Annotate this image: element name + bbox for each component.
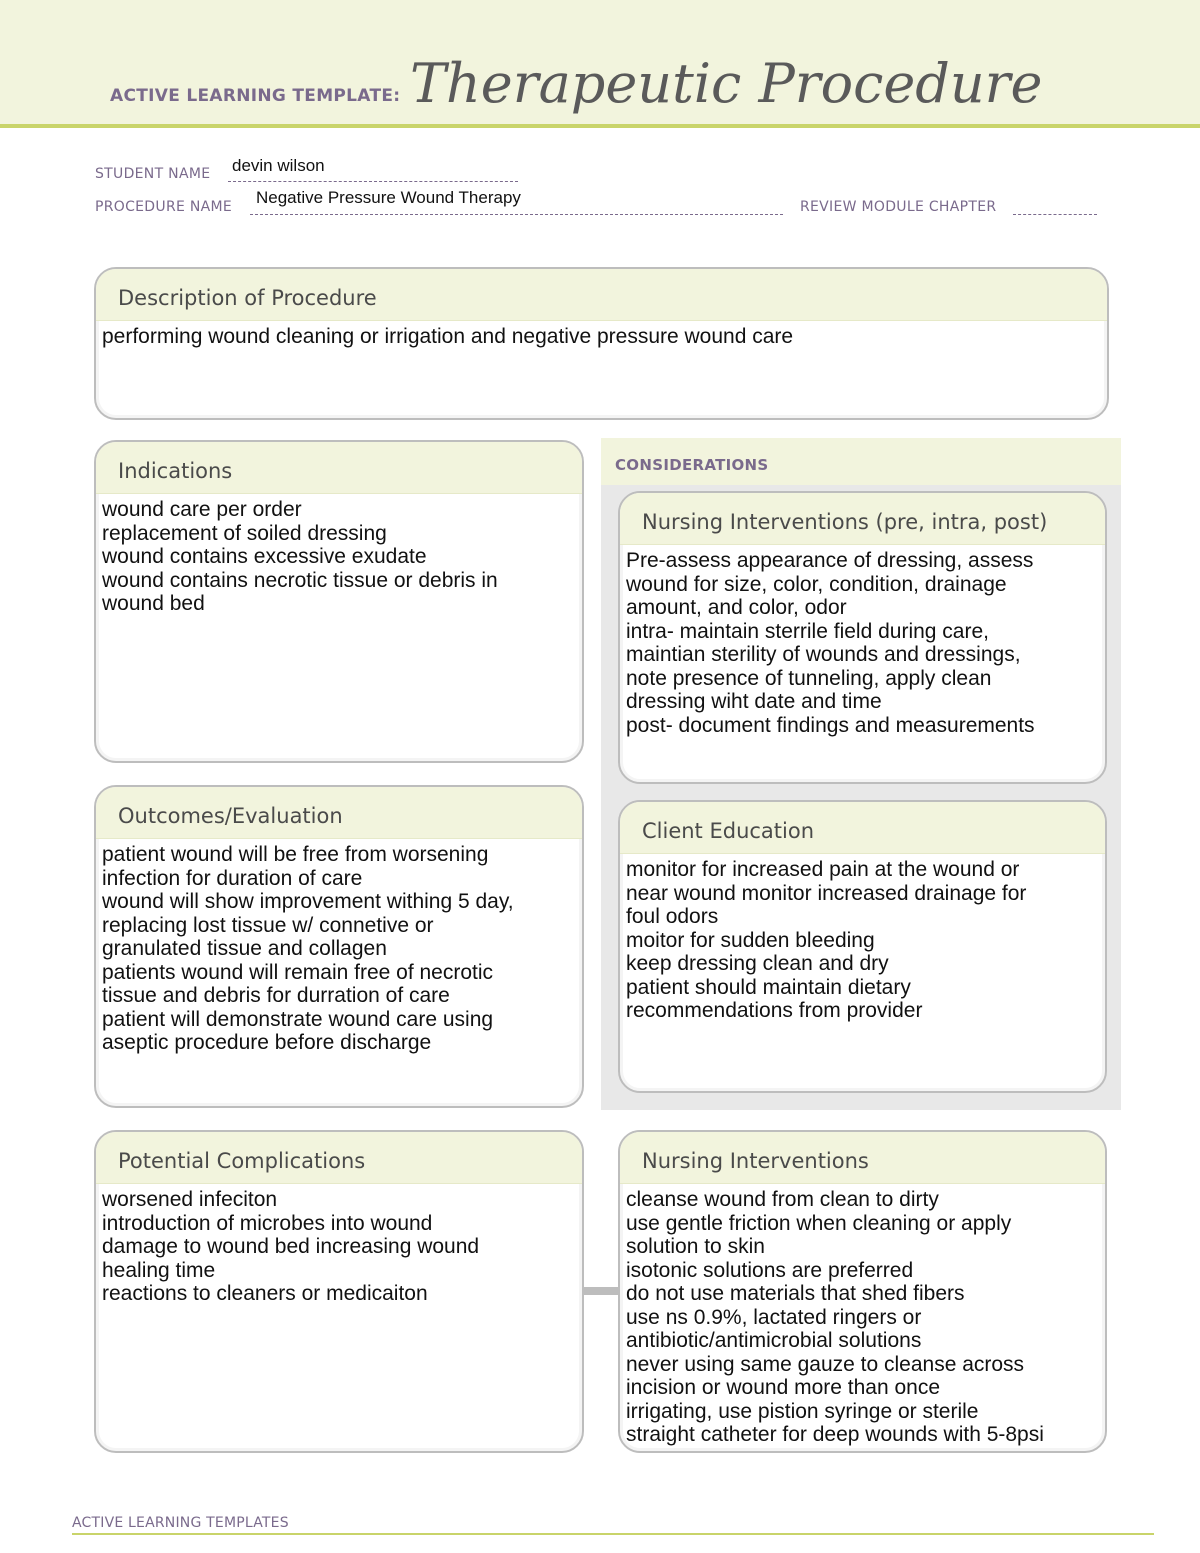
client-education-heading: Client Education xyxy=(620,802,1105,854)
nursing-interventions-box xyxy=(618,1130,1107,1453)
review-module-label: REVIEW MODULE CHAPTER xyxy=(800,199,997,215)
review-module-field[interactable] xyxy=(1013,214,1097,215)
footer-label: ACTIVE LEARNING TEMPLATES xyxy=(72,1515,289,1531)
procedure-name-label: PROCEDURE NAME xyxy=(95,199,233,215)
page-title: Therapeutic Procedure xyxy=(410,52,1043,115)
client-education-text[interactable]: monitor for increased pain at the wound or near wound monitor increased drainage for foul odors moitor for sudden bleeding keep dressing clean and dry patient should maintain dietary recommendations from provider xyxy=(626,858,1027,1022)
nursing-interventions-pip-heading: Nursing Interventions (pre, intra, post) xyxy=(620,493,1105,545)
indications-box xyxy=(94,440,584,763)
description-box xyxy=(94,267,1109,420)
box-connector xyxy=(583,1287,621,1295)
template-label: ACTIVE LEARNING TEMPLATE: xyxy=(110,86,401,106)
indications-text[interactable]: wound care per order replacement of soiled dressing wound contains excessive exudate wound contains necrotic tissue or debris in wound bed xyxy=(102,498,498,615)
student-name-field[interactable]: devin wilson xyxy=(232,156,325,175)
procedure-name-line xyxy=(250,214,783,215)
outcomes-text[interactable]: patient wound will be free from worsening infection for duration of care wound will show improvement withing 5 day, replacing lost tissue w/ connetive or granulated tissue and collagen patients wound will remain free of necrotic tissue and debris for durration of care patient will demonstrate wound care using aseptic procedure before discharge xyxy=(102,843,514,1054)
complications-box xyxy=(94,1130,584,1453)
procedure-name-field[interactable]: Negative Pressure Wound Therapy xyxy=(256,188,521,207)
outcomes-box xyxy=(94,785,584,1108)
considerations-heading: CONSIDERATIONS xyxy=(601,438,1121,485)
student-name-line xyxy=(228,181,518,182)
outcomes-heading: Outcomes/Evaluation xyxy=(96,787,582,839)
student-name-label: STUDENT NAME xyxy=(95,166,211,182)
nursing-interventions-text[interactable]: cleanse wound from clean to dirty use gentle friction when cleaning or apply solution to skin isotonic solutions are preferred do not use materials that shed fibers use ns 0.9%, lactated ringers or antibiotic/antimicrobial solutions never using same gauze to cleanse across incision or wound more than once irrigating, use pistion syringe or sterile straight catheter for deep wounds with 5-8psi xyxy=(626,1188,1044,1446)
nursing-interventions-pip-text[interactable]: Pre-assess appearance of dressing, assess wound for size, color, condition, drainage amount, and color, odor intra- maintain sterrile field during care, maintian sterility of wounds and dressings, note presence of tunneling, apply clean dressing wiht date and time post- document findings and measurements xyxy=(626,549,1035,737)
complications-heading: Potential Complications xyxy=(96,1132,582,1184)
nursing-interventions-pip-box xyxy=(618,491,1107,784)
description-heading: Description of Procedure xyxy=(96,269,1107,321)
indications-heading: Indications xyxy=(96,442,582,494)
client-education-box xyxy=(618,800,1107,1093)
complications-text[interactable]: worsened infeciton introduction of microbes into wound damage to wound bed increasing wound healing time reactions to cleaners or medicaiton xyxy=(102,1188,480,1305)
footer-rule xyxy=(72,1533,1154,1535)
description-text[interactable]: performing wound cleaning or irrigation and negative pressure wound care xyxy=(102,325,794,348)
nursing-interventions-heading: Nursing Interventions xyxy=(620,1132,1105,1184)
header-rule xyxy=(0,124,1200,128)
